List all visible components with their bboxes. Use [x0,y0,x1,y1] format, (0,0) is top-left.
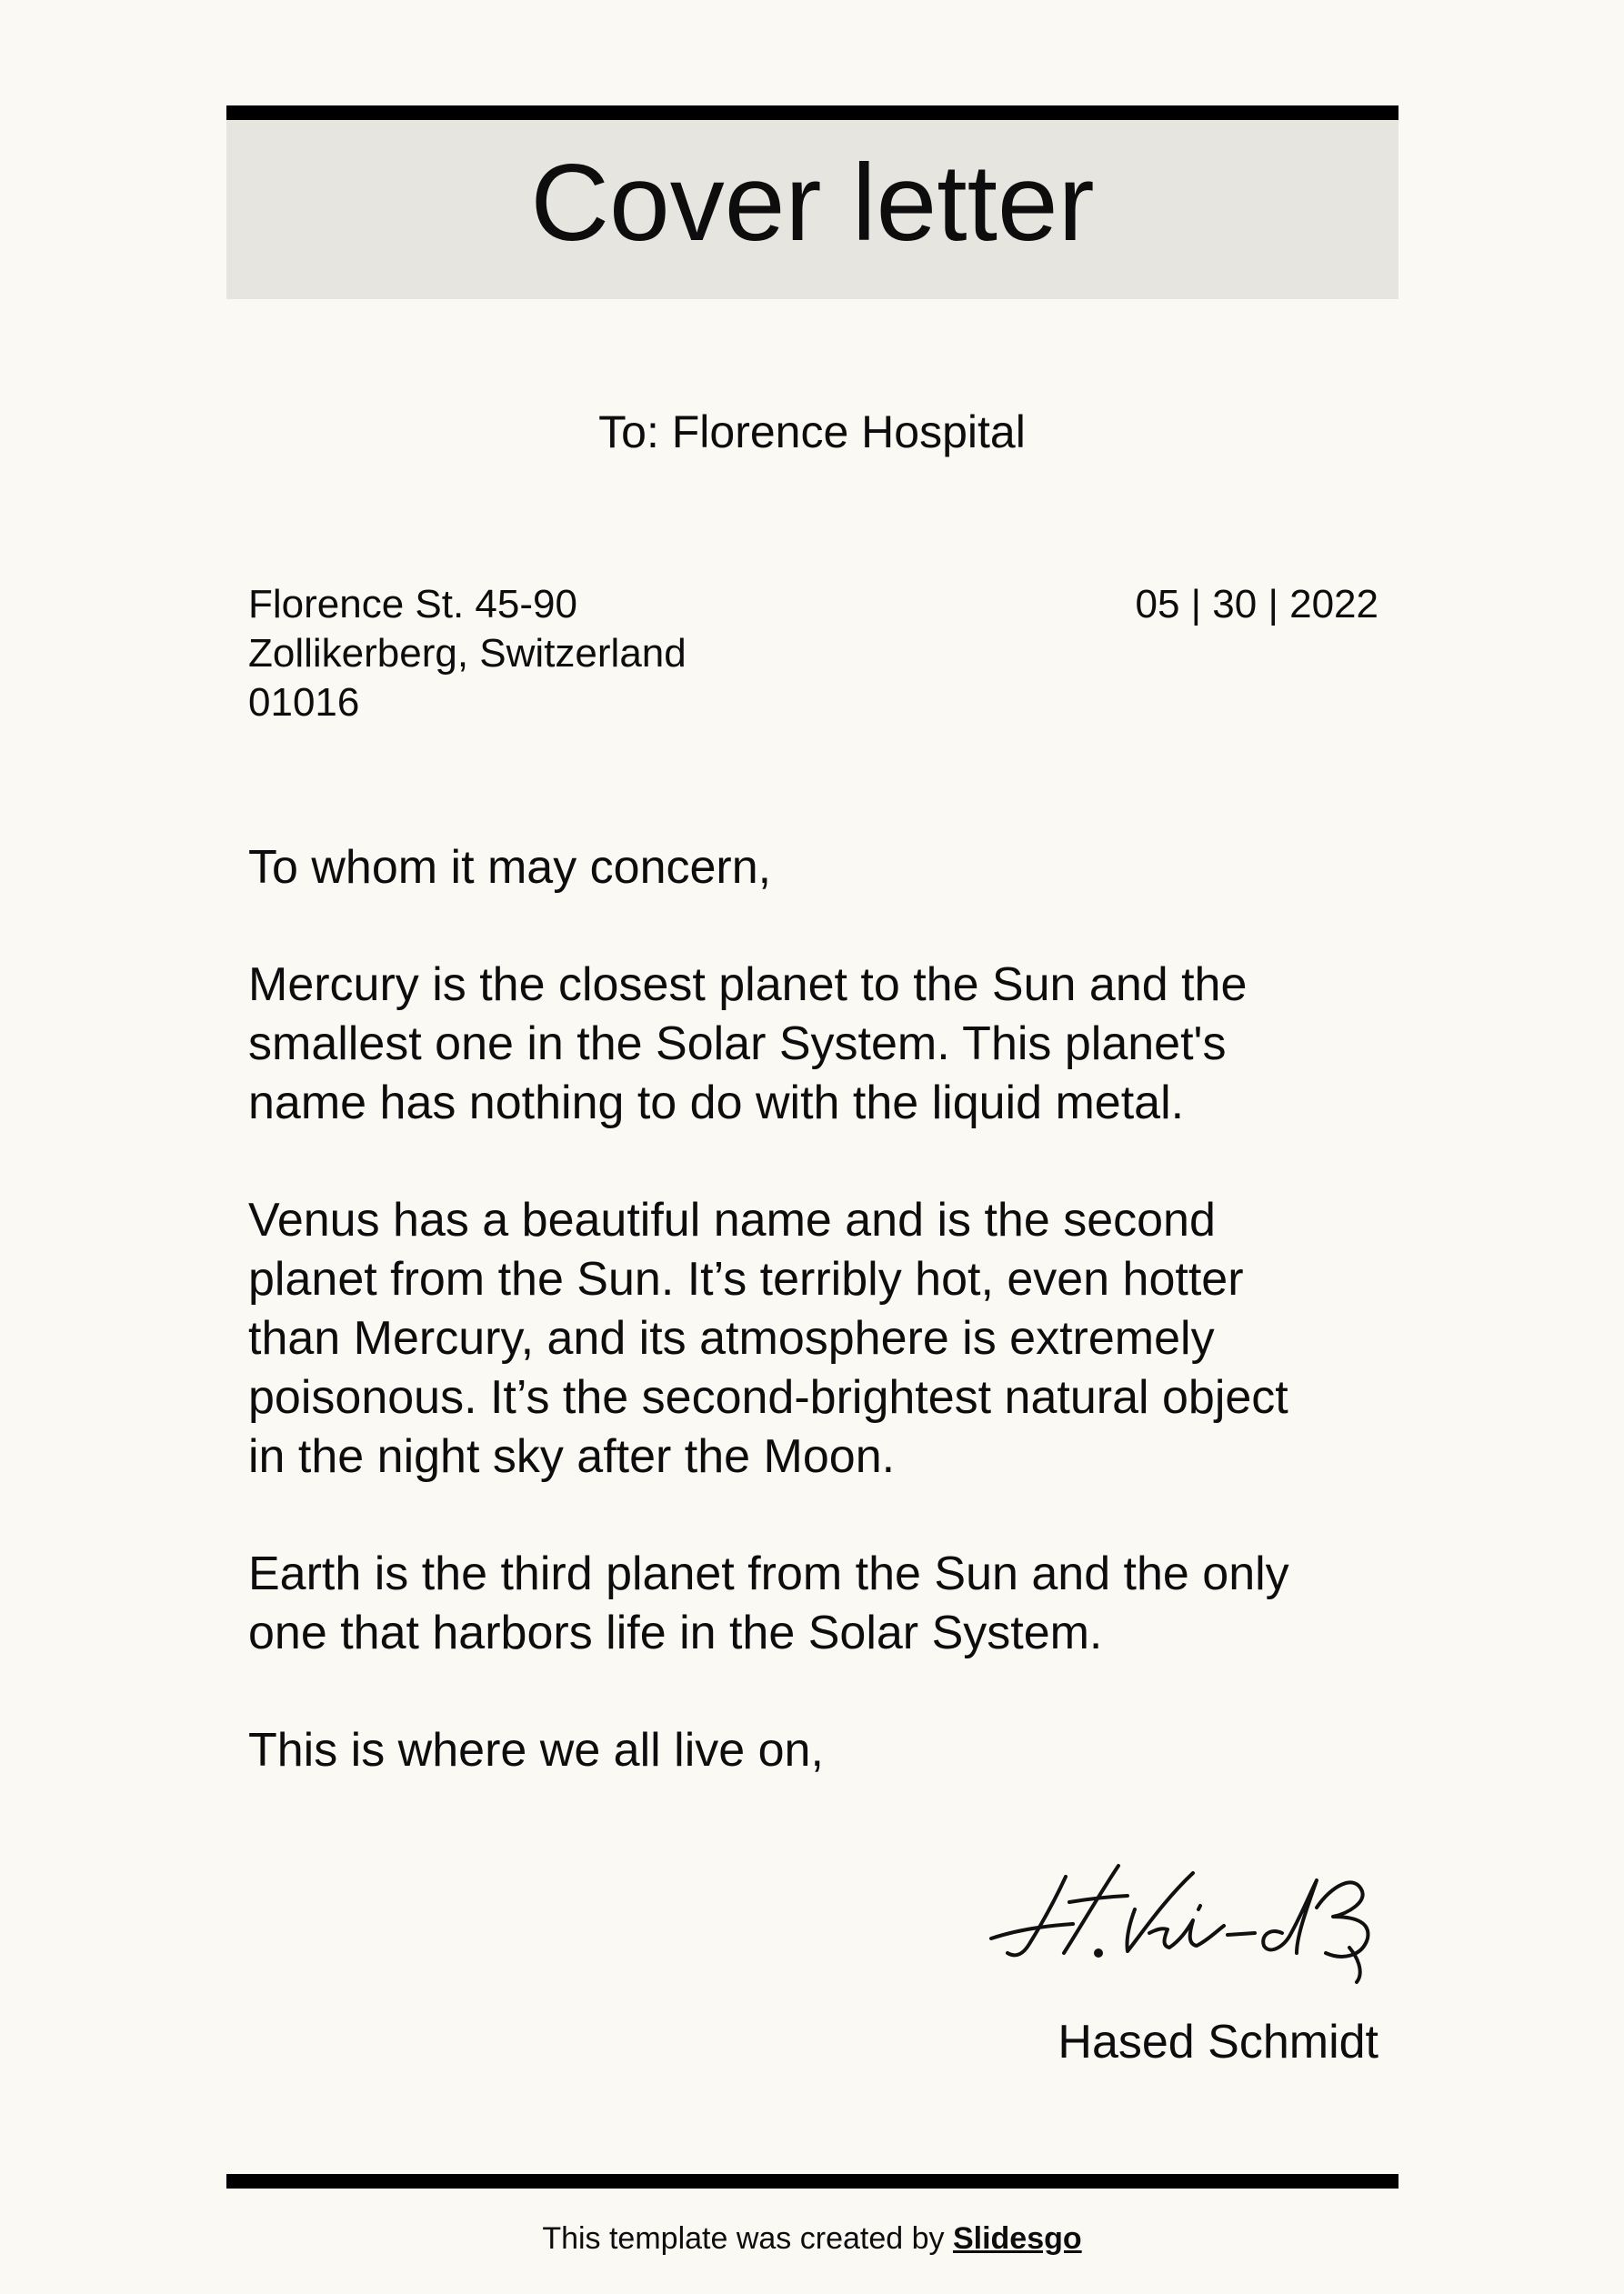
address-postal-code: 01016 [248,680,360,725]
sender-address [248,580,687,727]
handwritten-signature [982,1846,1400,1991]
letter-date: 05 | 30 | 2022 [1135,582,1378,626]
address-street: Florence St. 45-90 [248,582,577,626]
signer-name: Hased Schmidt [1058,2016,1378,2069]
letter-paragraph-2: Venus has a beautiful name and is the second planet from the Sun. It’s terribly hot, even hotter than Mercury, and its atmosphere is extremely poisonous. It’s the second-brightest natural object in the night sky after the Moon. [248,1194,1288,1483]
page-title: Cover letter [530,141,1095,264]
recipient-line: To: Florence Hospital [598,406,1026,457]
title-banner [226,120,1398,299]
letter-closing: This is where we all live on, [248,1724,824,1777]
address-city: Zollikerberg, Switzerland [248,631,687,676]
bottom-divider [226,2174,1398,2189]
letter-paragraph-3: Earth is the third planet from the Sun and the only one that harbors life in the Solar System. [248,1548,1289,1659]
letter-paragraph-1: Mercury is the closest planet to the Sun and the smallest one in the Solar System. This planet's name has nothing to do with the liquid metal. [248,958,1248,1129]
footer-text: This template was created by [542,2221,953,2256]
slidesgo-link[interactable]: Slidesgo [952,2221,1082,2256]
letter-body [248,838,1394,1838]
top-divider [226,105,1398,120]
footer [0,2220,1624,2258]
letter-greeting: To whom it may concern, [248,841,772,894]
